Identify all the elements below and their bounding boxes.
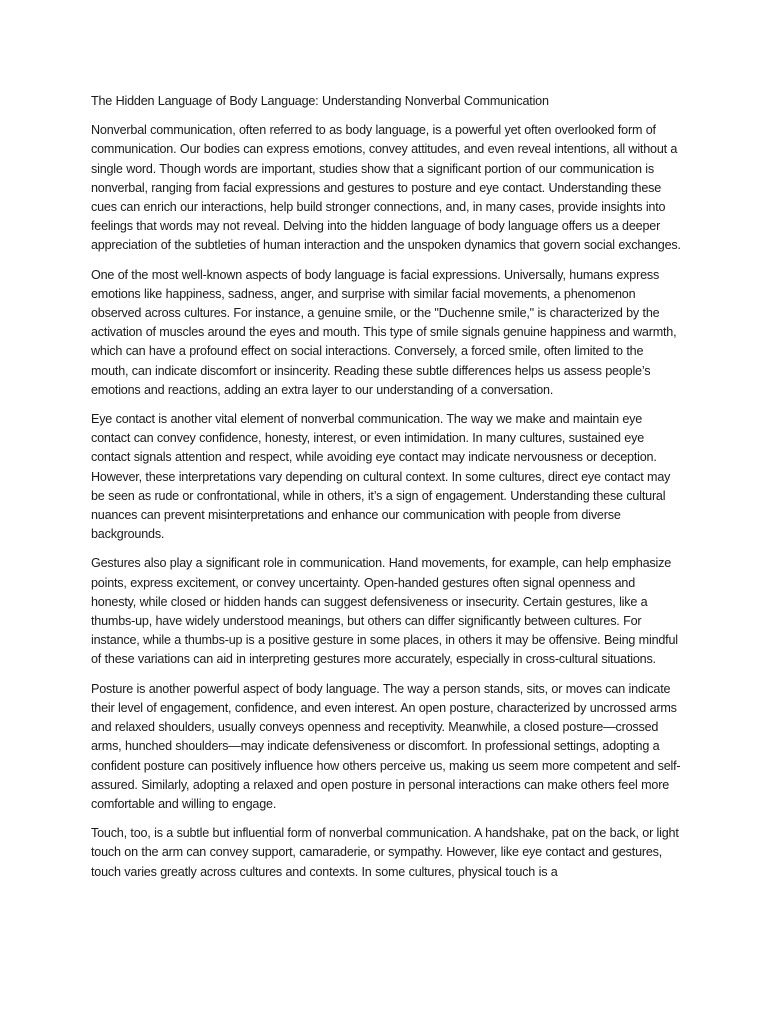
paragraph-touch: Touch, too, is a subtle but influential form of nonverbal communication. A handshake, pat on the back, or light touch on the arm can convey support, camaraderie, or sympathy. However, like eye contact and gestures, touch varies greatly across cultures and contexts. In some cultures, physical touch is a (91, 826, 679, 879)
paragraph-gestures: Gestures also play a significant role in communication. Hand movements, for example, can help emphasize points, express excitement, or convey uncertainty. Open-handed gestures often signal openness and honesty, while closed or hidden hands can suggest defensiveness or insecurity. Certain gestures, like a thumbs-up, have widely understood meanings, but others can differ significantly between cultures. For instance, while a thumbs-up is a positive gesture in some places, in others it may be offensive. Being mindful of these variations can aid in interpreting gestures more accurately, especially in cross-cultural situations. (91, 556, 678, 667)
paragraph-posture: Posture is another powerful aspect of body language. The way a person stands, sits, or moves can indicate their level of engagement, confidence, and even interest. An open posture, characterized by uncrossed arms and relaxed shoulders, usually conveys openness and receptivity. Meanwhile, a closed posture—crossed arms, hunched shoulders—may indicate defensiveness or discomfort. In professional settings, adopting a confident posture can positively influence how others perceive us, making us seem more competent and self-assured. Similarly, adopting a relaxed and open posture in personal interactions can make others feel more comfortable and willing to engage. (91, 681, 681, 811)
paragraph-facial-expressions: One of the most well-known aspects of body language is facial expressions. Universally, humans express emotions like happiness, sadness, anger, and surprise with similar facial movements, a phenomenon observed across cultures. For instance, a genuine smile, or the "Duchenne smile," is characterized by the activation of muscles around the eyes and mouth. This type of smile signals genuine happiness and warmth, which can have a profound effect on social interactions. Conversely, a forced smile, often limited to the mouth, can indicate discomfort or insincerity. Reading these subtle differences helps us assess people’s emotions and reactions, adding an extra layer to our understanding of a conversation. (91, 267, 677, 397)
document-page (91, 92, 681, 892)
document-title: The Hidden Language of Body Language: Understanding Nonverbal Communication (91, 94, 549, 108)
paragraph-eye-contact: Eye contact is another vital element of nonverbal communication. The way we make and maintain eye contact can convey confidence, honesty, interest, or even intimidation. In many cultures, sustained eye contact signals attention and respect, while avoiding eye contact may indicate nervousness or deception. However, these interpretations vary depending on cultural context. In some cultures, direct eye contact may be seen as rude or confrontational, while in others, it’s a sign of engagement. Understanding these cultural nuances can prevent misinterpretations and enhance our communication with people from diverse backgrounds. (91, 412, 671, 542)
paragraph-introduction: Nonverbal communication, often referred to as body language, is a powerful yet often overlooked form of communication. Our bodies can express emotions, convey attitudes, and even reveal intentions, all without a single word. Though words are important, studies show that a significant portion of our communication is nonverbal, ranging from facial expressions and gestures to posture and eye contact. Understanding these cues can enrich our interactions, help build stronger connections, and, in many cases, provide insights into feelings that words may not reveal. Delving into the hidden language of body language offers us a deeper appreciation of the subtleties of human interaction and the unspoken dynamics that govern social exchanges. (91, 123, 681, 253)
